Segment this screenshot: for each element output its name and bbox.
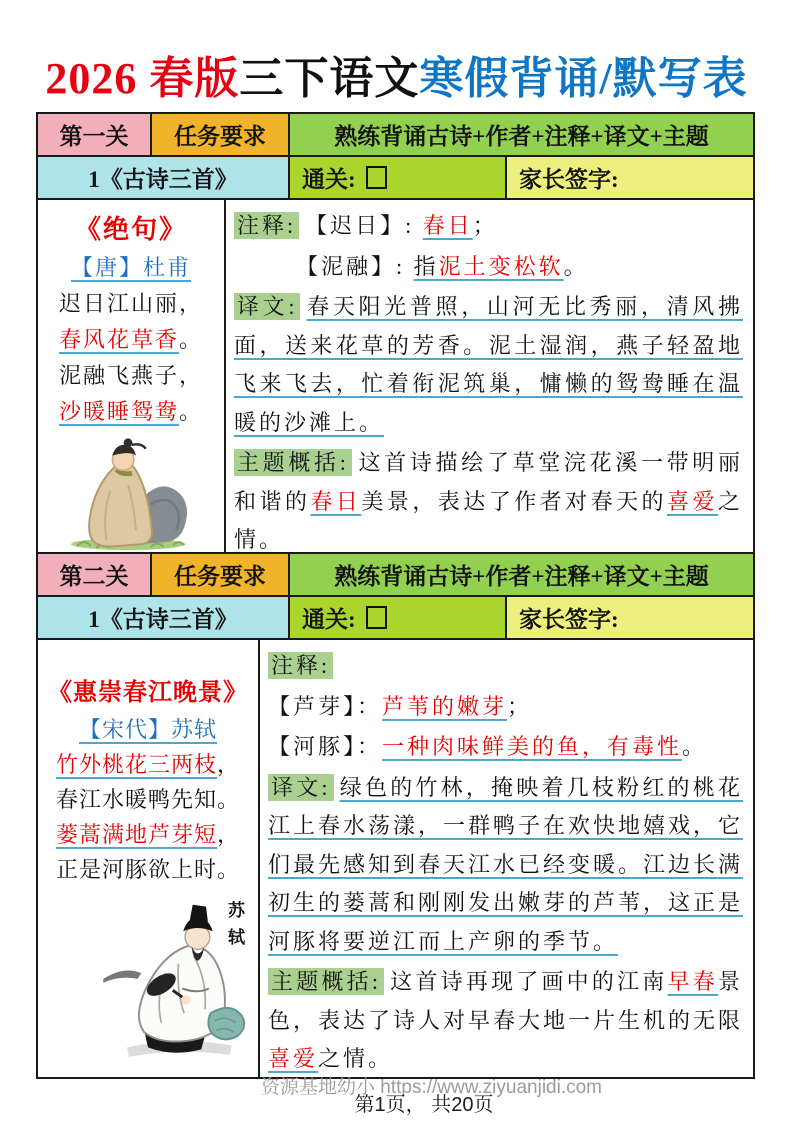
title-name: 寒假背诵/默写表	[419, 54, 748, 103]
section1-pass-cell	[290, 157, 507, 198]
notes2-line2: 【河豚】：一种肉味鲜美的鱼，有毒性。	[268, 734, 708, 759]
section2-task-label-cell: 任务要求	[152, 554, 290, 595]
section2-level-cell: 第二关	[38, 554, 152, 595]
poem1-title: 《绝句》	[74, 215, 187, 244]
poem2-line: 正是河豚欲上时。	[55, 857, 240, 882]
notes1-line2: 【泥融】: 指泥土变松软。	[296, 253, 589, 279]
theme1-label: 主题概括:	[234, 449, 352, 476]
section1-level-cell: 第一关	[38, 114, 152, 155]
theme1: 主题概括: 这首诗描绘了草堂浣花溪一带明丽和谐的春日美景，表达了作者对春天的喜爱之情。	[234, 450, 743, 552]
section2-task-value-cell: 熟练背诵古诗+作者+注释+译文+主题	[290, 554, 753, 595]
notes1-line1: 注释: 【迟日】: 春日；	[234, 207, 743, 246]
section2-pass-cell	[290, 597, 507, 638]
poem2-title: 《惠崇春江晚景》	[48, 680, 248, 706]
watermark-text: 资源基地幼小 https://www.ziyuanjidi.com	[260, 1077, 603, 1098]
poem1-line: 春风花草香。	[58, 327, 204, 352]
seated-poet-icon	[57, 434, 205, 552]
poem1-line: 泥融飞燕子，	[58, 363, 203, 388]
section2-sign-cell[interactable]: 家长签字:	[507, 597, 753, 638]
poem1-author: 【唐】杜甫	[70, 255, 191, 280]
section2-subheader-row	[38, 597, 753, 640]
page-title	[0, 42, 793, 106]
section1-content-row	[38, 200, 753, 554]
poem2-line: 竹外桃花三两枝，	[55, 752, 241, 777]
worksheet-table	[36, 112, 755, 1079]
theme2-label: 主题概括:	[268, 968, 384, 995]
section1-header-row	[38, 114, 753, 157]
title-edition: 2026 春版	[45, 54, 240, 103]
notes2-line1: 【芦芽】：芦苇的嫩芽；	[268, 693, 533, 719]
section2-header-row	[38, 554, 753, 597]
section1-task-value-cell: 熟练背诵古诗+作者+注释+译文+主题	[290, 114, 753, 155]
section2-explanation-panel	[260, 640, 753, 1077]
section1-pass-checkbox[interactable]	[366, 166, 387, 189]
translation1-label: 译文:	[234, 293, 300, 320]
poem2-line: 蒌蒿满地芦芽短，	[55, 822, 241, 847]
section1-explanation-panel	[226, 200, 753, 552]
translation1: 译文: 春天阳光普照，山河无比秀丽，清风拂面，送来花草的芳香。泥土湿润，燕子轻盈地飞来飞去，忙着衔泥筑巢，慵懒的鸳鸯睡在温暖的沙滩上。	[234, 294, 743, 435]
translation2: 译文: 绿色的竹林，掩映着几枝粉红的桃花江上春水荡漾，一群鸭子在欢快地嬉戏，它们最先感知到春天江水已经变暖。江边长满初生的蒌蒿和刚刚发出嫩芽的芦苇，这正是河豚将要逆江而上产卵的季节。	[268, 774, 744, 954]
sushi-caption: 苏轼	[225, 901, 244, 955]
title-subject: 三下语文	[239, 54, 420, 103]
section1-sign-cell[interactable]: 家长签字:	[507, 157, 753, 198]
poem1-line: 沙暖睡鸳鸯。	[58, 399, 204, 424]
dufu-illustration	[57, 434, 205, 552]
section1-lesson-cell: 1《古诗三首》	[38, 157, 290, 198]
theme2: 主题概括: 这首诗再现了画中的江南早春景色，表达了诗人对早春大地一片生机的无限喜爱之情。	[268, 969, 744, 1071]
translation2-label: 译文:	[268, 774, 334, 801]
section2-pass-label: 通关:	[302, 607, 356, 632]
page-number: 第1页， 共20页	[354, 1094, 494, 1116]
notes1-label: 注释:	[234, 212, 299, 239]
section2-lesson-cell: 1《古诗三首》	[38, 597, 290, 638]
section2-poem-panel	[38, 640, 260, 1077]
notes2-label-line	[268, 647, 743, 686]
sushi-illustration	[98, 899, 256, 1077]
poem1-line: 迟日江山丽，	[58, 291, 203, 316]
section1-poem-panel	[38, 200, 226, 552]
poem2-line: 春江水暖鸭先知。	[55, 787, 240, 812]
poem2-author: 【宋代】苏轼	[78, 717, 217, 742]
section1-pass-label: 通关:	[302, 167, 356, 192]
section1-task-label-cell: 任务要求	[152, 114, 290, 155]
section2-pass-checkbox[interactable]	[366, 606, 387, 629]
section1-subheader-row	[38, 157, 753, 200]
section2-content-row	[38, 640, 753, 1077]
notes2-label: 注释:	[268, 652, 333, 679]
